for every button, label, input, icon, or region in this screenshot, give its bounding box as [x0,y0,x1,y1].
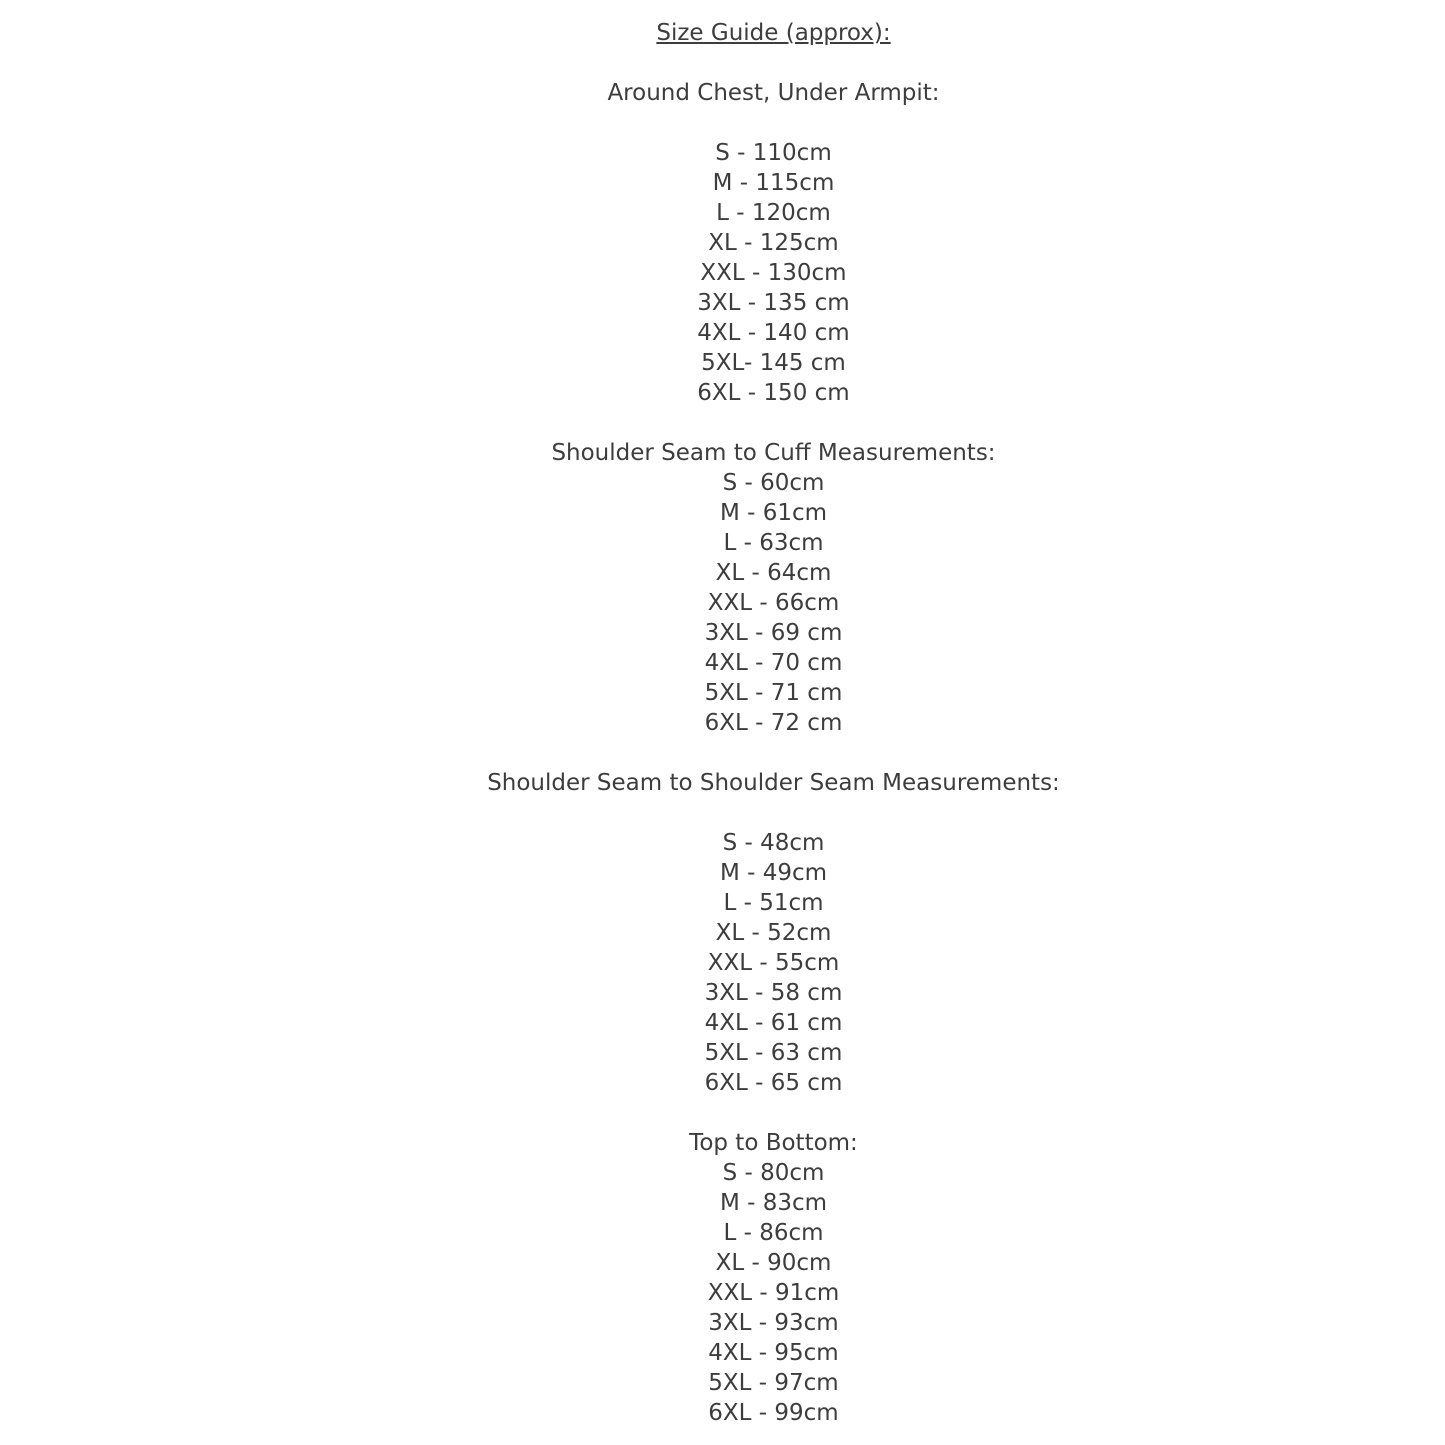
size-list-item: 4XL - 140 cm [697,320,850,346]
size-list-item: 6XL - 150 cm [697,380,850,406]
size-list-item: M - 61cm [719,500,828,526]
size-list-item: M - 115cm [712,170,835,196]
size-list-item: L - 63cm [723,530,824,556]
size-list [102,1158,1445,1428]
size-list-item: XXL - 91cm [707,1280,840,1306]
page-title: Size Guide (approx): [656,20,891,46]
size-list-item: M - 83cm [719,1190,828,1216]
size-list [102,828,1445,1098]
section-shoulder-to-shoulder [102,768,1445,1098]
size-list-item: 3XL - 135 cm [697,290,850,316]
size-list-item: S - 48cm [722,830,825,856]
size-list-item: 6XL - 99cm [708,1400,839,1426]
section-heading: Shoulder Seam to Cuff Measurements: [551,440,996,466]
size-list-item: XL - 90cm [715,1250,832,1276]
size-list-item: L - 86cm [723,1220,824,1246]
size-list-item: 4XL - 61 cm [704,1010,843,1036]
size-list [102,138,1445,408]
size-list-item: S - 60cm [722,470,825,496]
section-top-to-bottom [102,1128,1445,1428]
section-shoulder-to-cuff [102,438,1445,738]
size-list-item: XXL - 130cm [700,260,847,286]
section-heading: Shoulder Seam to Shoulder Seam Measurements: [487,770,1060,796]
section-around-chest [102,78,1445,408]
size-list-item: 3XL - 58 cm [704,980,843,1006]
size-list-item: S - 80cm [722,1160,825,1186]
size-list-item: 4XL - 70 cm [704,650,843,676]
size-list-item: 3XL - 93cm [708,1310,839,1336]
size-list-item: 5XL- 145 cm [701,350,846,376]
size-list-item: XL - 52cm [715,920,832,946]
size-list-item: 5XL - 63 cm [704,1040,843,1066]
size-list [102,468,1445,738]
section-heading: Top to Bottom: [689,1130,858,1156]
size-list-item: 4XL - 95cm [708,1340,839,1366]
size-list-item: M - 49cm [719,860,828,886]
size-list-item: XL - 125cm [708,230,839,256]
size-list-item: 5XL - 97cm [708,1370,839,1396]
size-list-item: 5XL - 71 cm [704,680,843,706]
size-list-item: XL - 64cm [715,560,832,586]
size-list-item: L - 51cm [723,890,824,916]
size-list-item: XXL - 55cm [707,950,840,976]
section-heading: Around Chest, Under Armpit: [607,80,940,106]
size-list-item: XXL - 66cm [707,590,840,616]
size-list-item: 3XL - 69 cm [704,620,843,646]
size-list-item: L - 120cm [716,200,831,226]
size-list-item: 6XL - 72 cm [704,710,843,736]
size-list-item: 6XL - 65 cm [704,1070,843,1096]
size-list-item: S - 110cm [715,140,832,166]
